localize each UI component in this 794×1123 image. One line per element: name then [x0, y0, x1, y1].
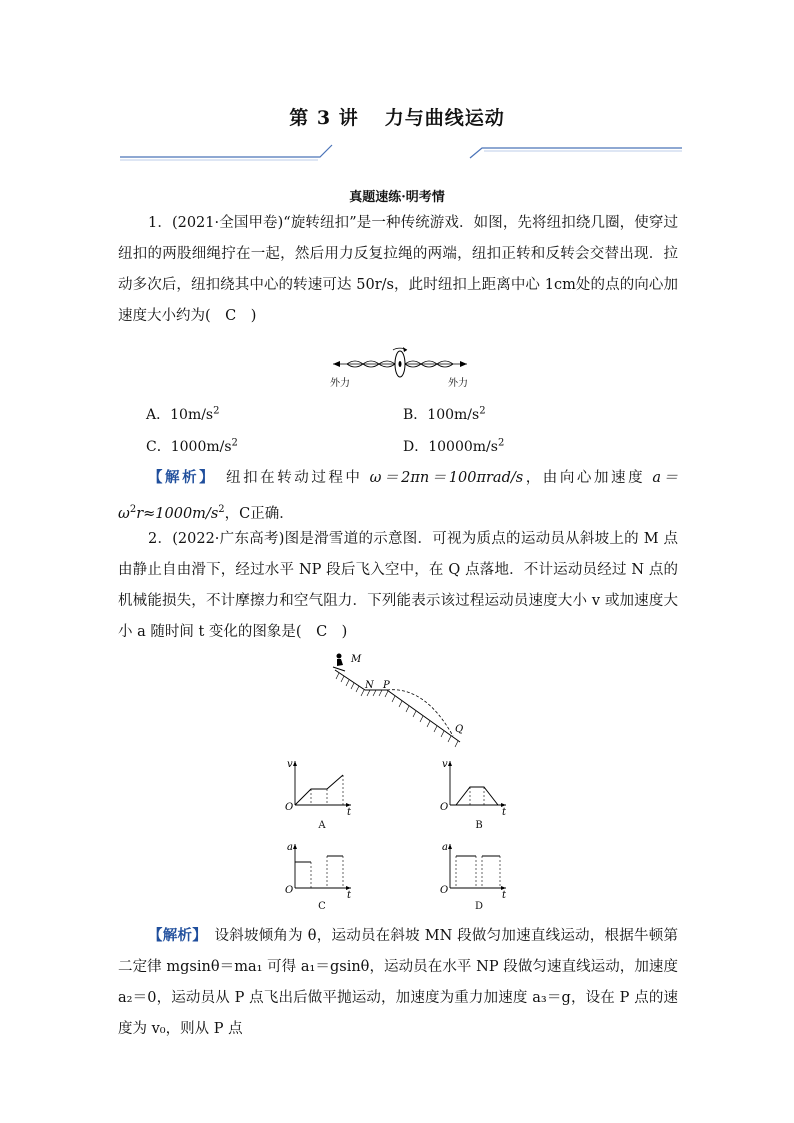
svg-text:t: t	[347, 890, 352, 901]
page-title	[0, 103, 794, 130]
svg-text:O: O	[285, 885, 294, 896]
lecture-number: 第 3 讲	[289, 107, 359, 129]
lecture-title: 力与曲线运动	[384, 107, 505, 129]
svg-text:O: O	[440, 802, 449, 813]
header-divider	[0, 140, 794, 170]
svg-text:a: a	[287, 842, 293, 853]
q2-text: (2022·广东高考)图是滑雪道的示意图．可视为质点的运动员从斜坡上的 M 点由静止自由滑下，经过水平 NP 段后飞入空中，在 Q 点落地．不计运动员经过 N 点的机械能损失，不计摩擦力和空气阻力．下列能表示该过程运动员速度大小 v 或加速度大小 a 随时间 t 变化的图象是(	[118, 531, 678, 640]
q2-analysis	[118, 920, 678, 1045]
svg-text:v: v	[442, 759, 448, 770]
q2-answer: C	[316, 624, 328, 640]
graph-b	[438, 757, 510, 818]
point-n-label: N	[365, 680, 374, 691]
q1-option-b: B．$100m/s^2$	[403, 405, 486, 423]
right-force-label: 外力	[448, 378, 468, 389]
graph-b-caption: B	[475, 820, 483, 831]
svg-text:O: O	[285, 802, 294, 813]
skier-icon	[333, 654, 345, 672]
q1-analysis-tag: 【解析】	[148, 469, 209, 486]
svg-text:a: a	[442, 842, 448, 853]
section-heading: 真题速练·明考情	[349, 190, 445, 205]
q1-text: (2021·全国甲卷)“旋转纽扣”是一种传统游戏．如图，先将纽扣绕几圈，使穿过纽扣的两股细绳拧在一起，然后用力反复拉绳的两端，纽扣正转和反转会交替出现．拉动多次后，纽扣绕其中心的转速可达 50r/s，此时纽扣上距离中心 1cm处的点的向心加速度大小约为(	[118, 215, 678, 324]
left-force-label: 外力	[330, 378, 350, 389]
q1-analysis: 【解析】 纽扣在转动过程中 ω＝2πn＝100πrad/s，由向心加速度 $a=\omega^2r\approx 1000m/s^2$，C正确．	[118, 469, 679, 522]
graph-c	[283, 840, 355, 901]
point-p-label: P	[383, 680, 390, 691]
q1-option-d: D．$10000m/s^2$	[403, 437, 505, 455]
point-m-label: M	[351, 654, 362, 665]
ski-slope-figure	[325, 650, 475, 750]
svg-text:v: v	[287, 759, 293, 770]
graph-a-caption: A	[318, 820, 326, 831]
q2-analysis-tag: 【解析】	[148, 927, 200, 944]
question-2: 2．(2022·广东高考)图是滑雪道的示意图．可视为质点的运动员从斜坡上的 M 点由静止自由滑下，经过水平 NP 段后飞入空中，在 Q 点落地．不计运动员经过 N 点的机械能损失，不计摩擦力和空气阻力．下列能表示该过程运动员速度大小 v 或加速度大小 a 随时间 t 变化的图象是( C )	[118, 531, 678, 640]
q2-analysis-text: 设斜坡倾角为 θ，运动员在斜坡 MN 段做匀加速直线运动，根据牛顿第二定律 mgsinθ＝ma₁ 可得 a₁＝gsinθ，运动员在水平 NP 段做匀速直线运动，加速度 a₂＝0，运动员从 P 点飞出后做平抛运动，加速度为重力加速度 a₃＝g，设在 P 点的速度为 v₀，则从 P 点	[118, 928, 679, 1037]
q1-number: 1．	[148, 215, 172, 231]
svg-text:t: t	[502, 890, 507, 901]
graph-c-caption: C	[318, 901, 326, 912]
point-q-label: Q	[455, 724, 464, 735]
svg-text:t: t	[347, 807, 352, 818]
q1-option-c: C．$1000m/s^2$	[146, 437, 238, 455]
svg-text:O: O	[440, 885, 449, 896]
question-1: 1．(2021·全国甲卷)“旋转纽扣”是一种传统游戏．如图，先将纽扣绕几圈，使穿过纽扣的两股细绳拧在一起，然后用力反复拉绳的两端，纽扣正转和反转会交替出现．拉动多次后，纽扣绕其中心的转速可达 50r/s，此时纽扣上距离中心 1cm处的点的向心加速度大小约为( C )	[118, 215, 678, 324]
svg-text:t: t	[502, 807, 507, 818]
q1-answer: C	[225, 308, 237, 324]
graph-d-caption: D	[474, 901, 484, 912]
q1-option-a: A．$10m/s^2$	[146, 405, 220, 423]
q2-number: 2．	[148, 531, 173, 547]
graph-d	[438, 840, 510, 901]
graph-a	[283, 757, 355, 818]
